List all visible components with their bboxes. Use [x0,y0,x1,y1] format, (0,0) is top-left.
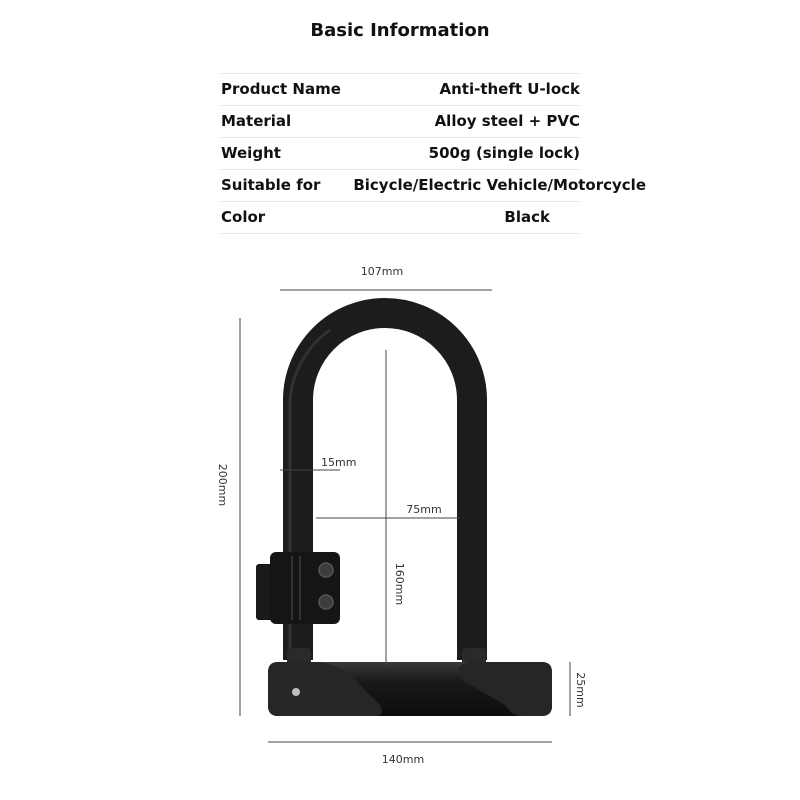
bracket-bolt-icon [319,595,333,609]
spec-value: Alloy steel + PVC [434,112,580,130]
spec-value: Black [504,208,550,226]
dim-label-body-diameter: 25mm [574,672,587,708]
bracket-bolt-icon [319,563,333,577]
spec-label: Weight [221,144,281,162]
mount-bracket [270,552,340,624]
page-title: Basic Information [310,20,490,41]
dim-label-height: 200mm [216,463,229,507]
spec-label: Material [221,112,292,130]
spec-label: Color [221,208,266,226]
dim-label-top-width: 107mm [360,265,404,278]
spec-value: Bicycle/Electric Vehicle/Motorcycle [353,176,646,194]
spec-value: 500g (single lock) [428,144,580,162]
dim-label-shackle-diameter: 15mm [321,456,357,469]
dim-label-body-length: 140mm [381,753,425,766]
keyhole-icon [292,688,300,696]
dim-label-inner-width: 75mm [406,503,442,516]
spec-label: Product Name [221,80,341,98]
dim-label-inner-height: 160mm [393,562,406,606]
spec-value: Anti-theft U-lock [439,80,580,98]
spec-label: Suitable for [221,176,321,194]
